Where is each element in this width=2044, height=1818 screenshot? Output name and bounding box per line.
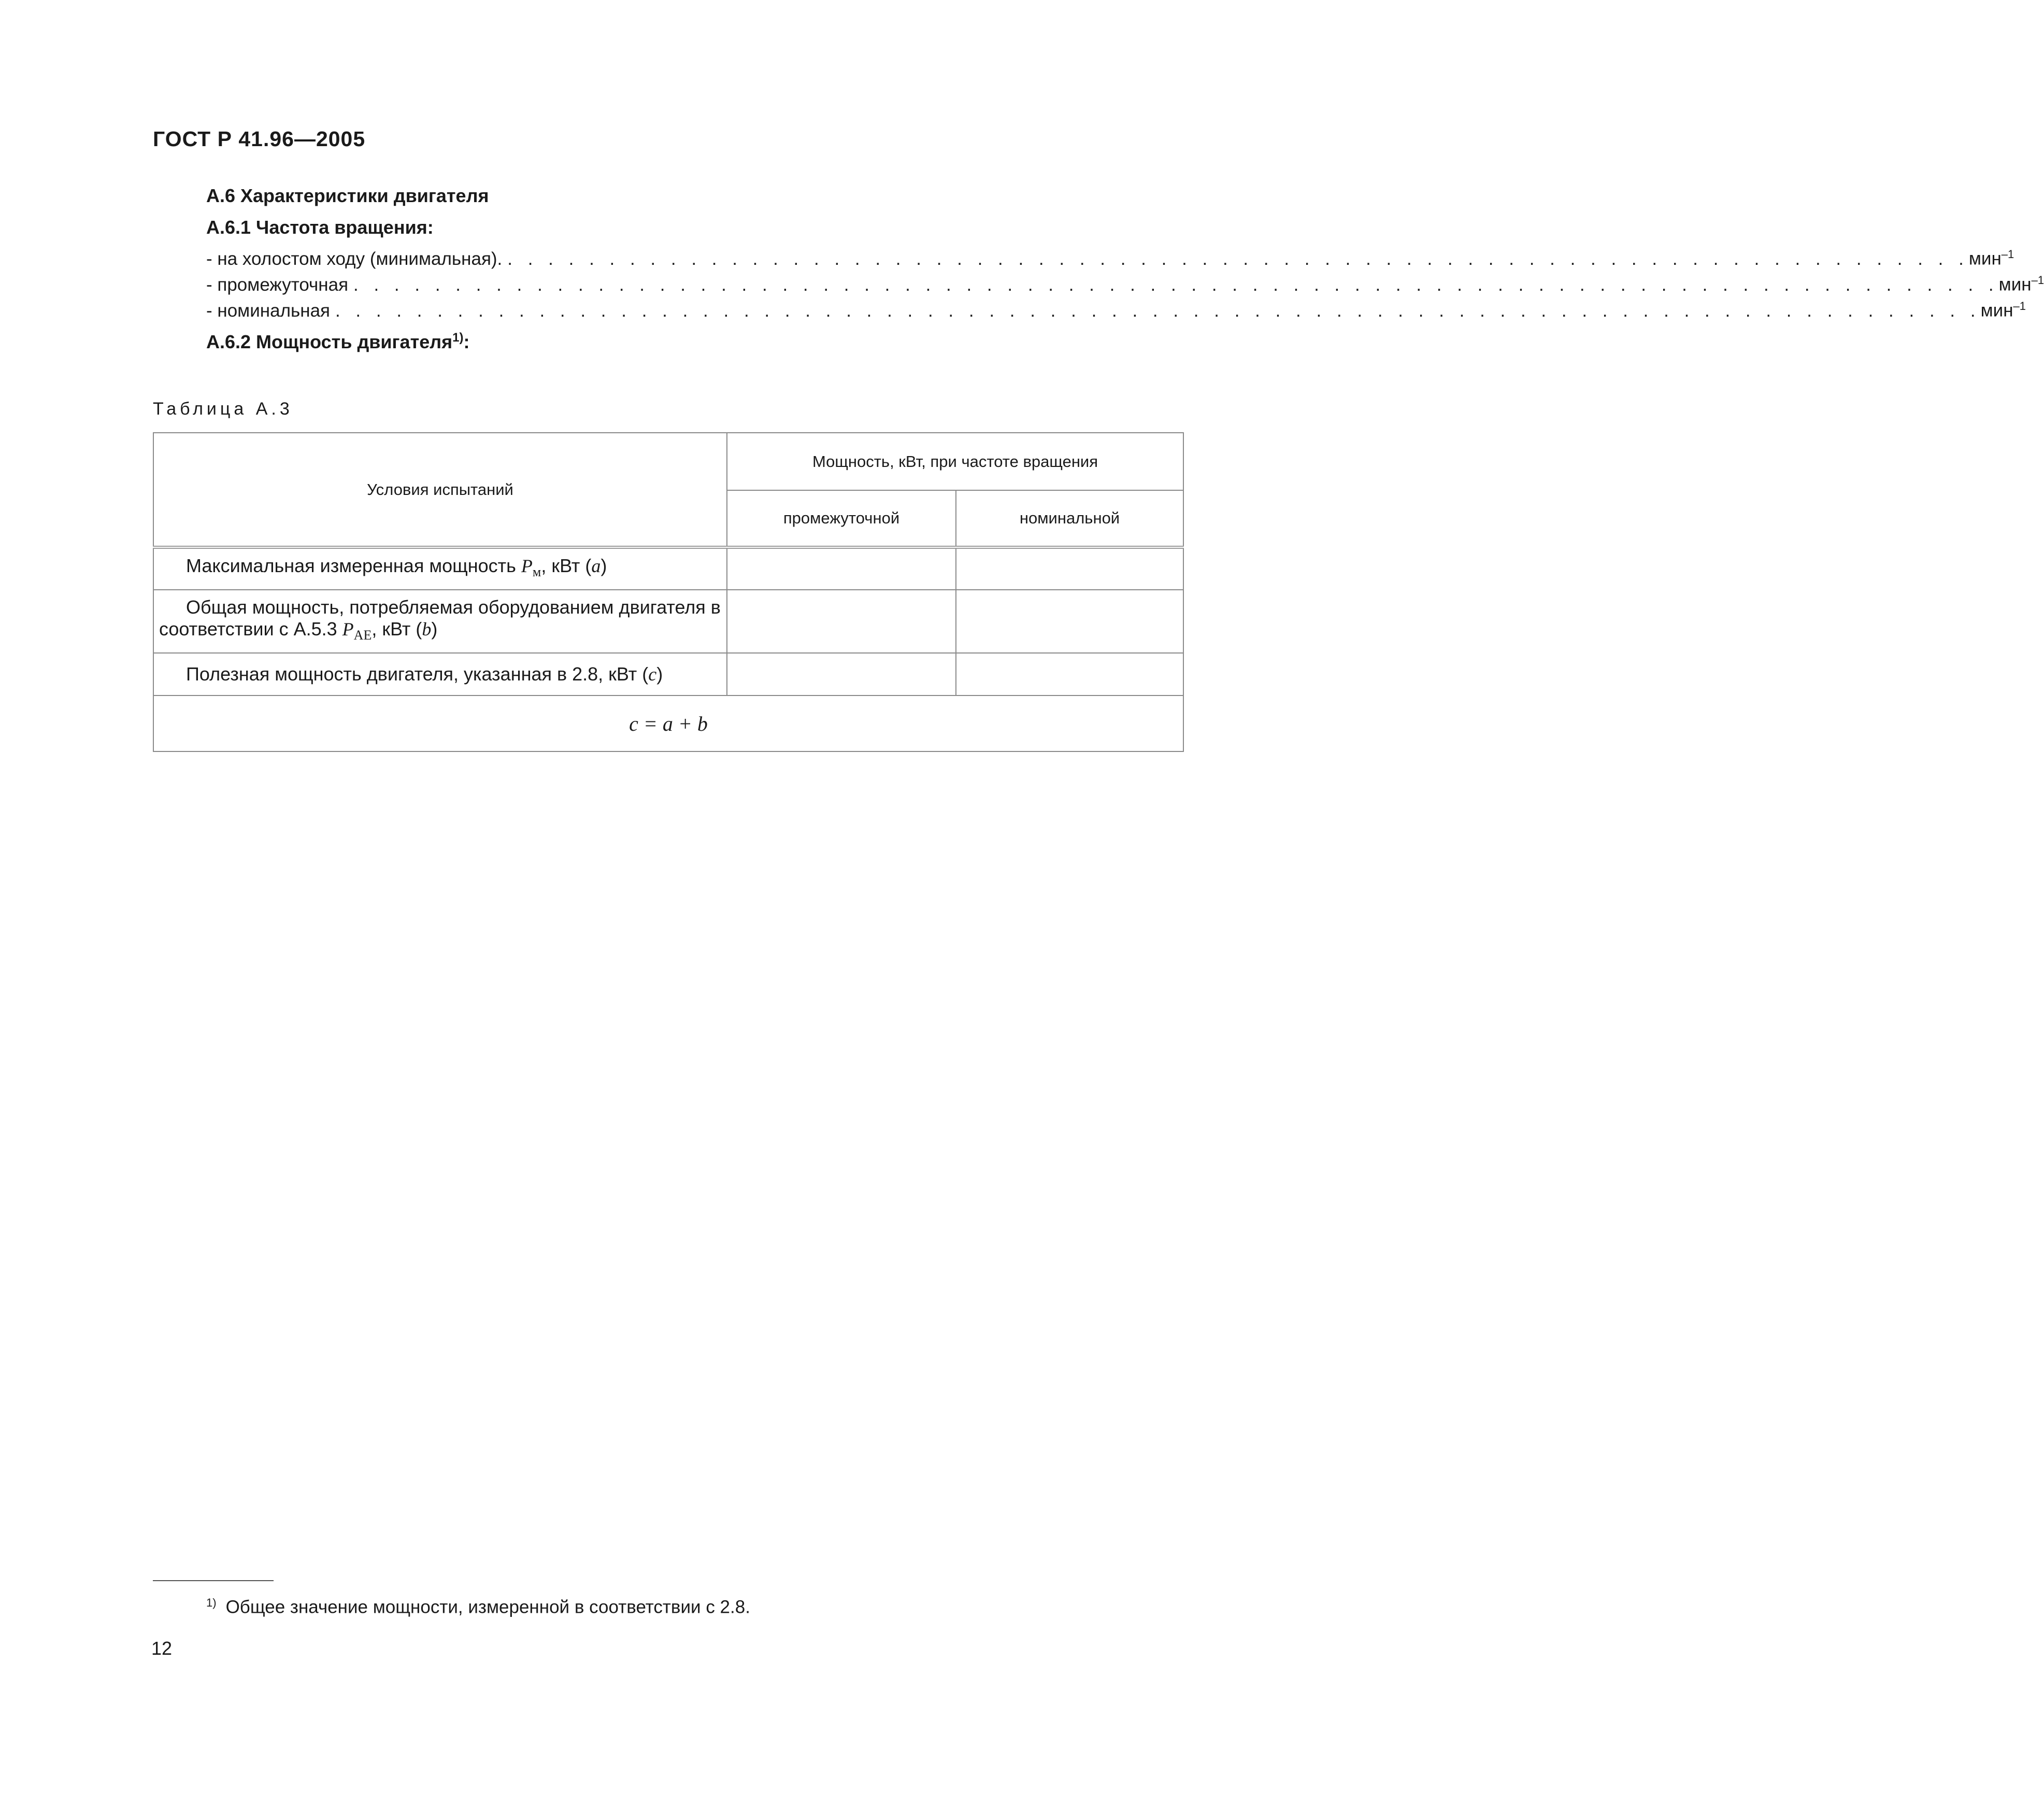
leader-dots: . . . . . . . . . . . . . . . . . . . . . . . . . . . . . . . . . . . . . . . . . . . . . . . . . . . . . . . . . . . . . . . . . . . . . . . . . . . . . . . . . <box>335 301 1981 321</box>
section-a6-title: А.6 Характеристики двигателя <box>206 185 489 206</box>
footnote-mark: 1) <box>206 1596 217 1609</box>
leader-dots: . . . . . . . . . . . . . . . . . . . . . . . . . . . . . . . . . . . . . . . . . . . . . . . . . . . . . . . . . . . . . . . . . . . . . . . . . . . . . . . . . <box>353 275 1999 295</box>
page-number: 12 <box>151 1638 173 1659</box>
cell-net-power-intermediate <box>727 653 956 695</box>
footnote-text: Общее значение мощности, измеренной в соответствии с 2.8. <box>225 1597 750 1617</box>
rpm-idle-unit: мин$^{-1}$ <box>1968 248 2014 269</box>
footnote <box>206 1596 750 1618</box>
header-power: Мощность, кВт, при частоте вращения <box>727 433 1183 490</box>
formula: c = a + b <box>153 695 1183 751</box>
header-intermediate: промежуточной <box>727 490 956 547</box>
rpm-intermediate-label: - промежуточная <box>206 275 349 295</box>
rpm-nominal-line <box>206 295 2026 321</box>
rpm-idle-label: - на холостом ходу (минимальная). <box>206 249 503 269</box>
rpm-nominal-label: - номинальная <box>206 301 330 321</box>
cell-net-power-nominal <box>956 653 1183 695</box>
cell-max-power-intermediate <box>727 547 956 590</box>
table-row <box>153 547 1183 590</box>
section-a61-title: А.6.1 Частота вращения: <box>206 217 434 238</box>
cell-aux-power-nominal <box>956 590 1183 653</box>
cell-aux-power-intermediate <box>727 590 956 653</box>
footnote-divider <box>153 1580 274 1581</box>
row-label-net-power: Полезная мощность двигателя, указанная в 2.8, кВт (c) <box>153 653 727 695</box>
rpm-intermediate-unit: мин$^{-1}$ <box>1998 274 2044 295</box>
table-caption: Таблица А.3 <box>153 399 293 419</box>
header-conditions: Условия испытаний <box>153 433 727 547</box>
table-row <box>153 590 1183 653</box>
power-table <box>153 432 1184 752</box>
table-row <box>153 653 1183 695</box>
rpm-intermediate-line <box>206 269 2044 295</box>
row-label-aux-power: Общая мощность, потребляемая оборудованием двигателя в соответствии с А.5.3 $P_{AE}$, кВт (b) <box>153 590 727 653</box>
leader-dots: . . . . . . . . . . . . . . . . . . . . . . . . . . . . . . . . . . . . . . . . . . . . . . . . . . . . . . . . . . . . . . . . . . . . . . . . <box>507 249 1969 269</box>
rpm-nominal-unit: мин$^{-1}$ <box>1980 300 2026 321</box>
document-code: ГОСТ Р 41.96—2005 <box>153 127 366 151</box>
rpm-idle-line <box>206 244 2014 269</box>
section-a62-title: А.6.2 Мощность двигателя$^{1)}$: <box>206 331 470 352</box>
cell-max-power-nominal <box>956 547 1183 590</box>
row-label-max-power: Максимальная измеренная мощность $P_м$, кВт (a) <box>153 547 727 590</box>
header-nominal: номинальной <box>956 490 1183 547</box>
footnote-ref: 1) <box>452 331 464 345</box>
